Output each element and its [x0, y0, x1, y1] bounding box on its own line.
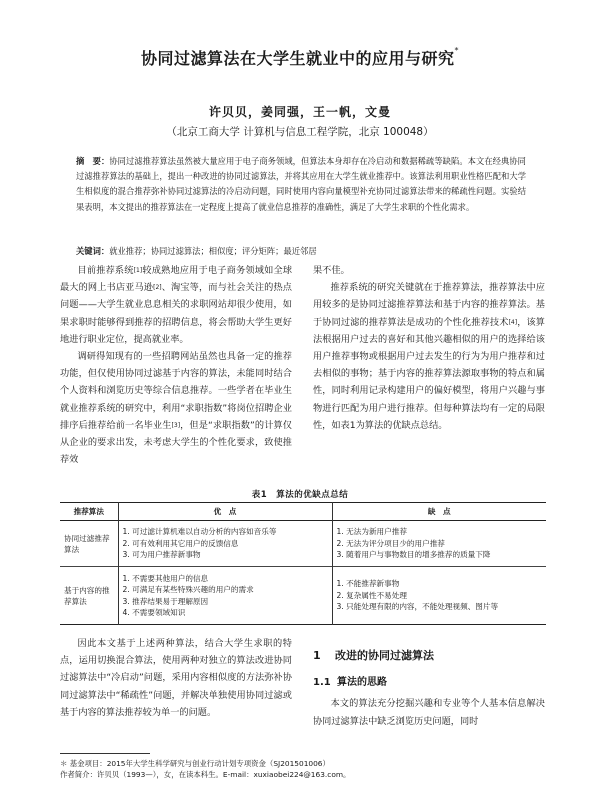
affiliation: （北京工商大学 计算机与信息工程学院，北京 100048） [166, 126, 434, 138]
table-cell-cons: 1. 不能推荐新事物 2. 复杂属性不易处理 3. 只能处理有限的内容，不能处理视频、图片等 [332, 567, 546, 625]
footnotes [60, 758, 550, 780]
table-header: 缺 点 [332, 503, 546, 521]
section-heading: 1 改进的协同过滤算法 [313, 649, 434, 662]
keywords [76, 245, 526, 257]
body-paragraph: 本文的算法充分挖掘兴趣和专业等个人基本信息解决协同过滤算法中缺乏浏览历史问题，同时 [313, 698, 545, 727]
algorithm-comparison-table [60, 502, 546, 625]
footnote-divider [60, 753, 150, 754]
intro-paragraph-1: 目前推荐系统[1]较成熟地应用于电子商务领域如全球最大的网上书店亚马逊[2]、淘宝等，而与社会关注的热点问题——大学生就业息息相关的求职网站却很少使用，如果求职时能够得到推荐的招聘信息，将会帮助大学生更好地进行职业定位，提高就业率。 [60, 265, 293, 345]
intro-paragraph-3: 推荐系统的研究关键就在于推荐算法，推荐算法中应用较多的是协同过滤推荐算法和基于内容的推荐算法。基于协同过滤的推荐算法是成功的个性化推荐技术[4]，该算法根据用户过去的喜好和其他兴趣相似的用户的选择给该用户推荐事物或根据用户过去发生的行为为用户推荐和过去相似的事物；基于内容的推荐算法源取事物的特点和属性，同时利用记录构建用户的偏好模型，将用户兴趣与事物进行匹配为用户进行推荐。但每种算法均有一定的局限性，如表1为算法的优缺点总结。 [313, 282, 545, 431]
keywords-label: 关键词： [76, 246, 110, 256]
table-row [60, 567, 546, 625]
table-header: 优 点 [118, 503, 332, 521]
body-column-right [313, 262, 545, 434]
abstract-text: 协同过滤推荐算法虽然被大量应用于电子商务领域，但算法本身却存在冷启动和数据稀疏等缺陷。本文在经典协同过滤推荐算法的基础上，提出一种改进的协同过滤算法，并将其应用在大学生就业推荐中。该算法利用职业性格匹配和大学生相似度的混合推荐弥补协同过滤算法的冷启动问题，同时使用内容向量模型补充协同过滤算法带来的稀疏性问题。实验结果表明，本文提出的推荐算法在一定程度上提高了就业信息推荐的准确性，满足了大学生求职的个性化需求。 [76, 156, 526, 212]
table-header: 推荐算法 [73, 507, 104, 516]
table-cell-cons: 1. 无法为新用户推荐 2. 无法为评分项目少的用户推荐 3. 随着用户与事物数目的增多推荐的质量下降 [332, 521, 546, 567]
table-cell-algorithm: 基于内容的推荐算法 [64, 585, 110, 606]
body-paragraph: 因此本文基于上述两种算法，结合大学生求职的特点，运用切换混合算法，使用两种对独立的算法改进协同过滤算法中“冷启动”问题，采用内容相似度的方法弥补协同过滤算法中“稀疏性”问题，并解决单独使用协同过滤或基于内容的算法推荐较为单一的问题。 [60, 638, 292, 718]
table-row [60, 521, 546, 567]
abstract [76, 154, 526, 215]
table-cell-pros: 1. 不需要其他用户的信息 2. 可满足有某些特殊兴趣的用户的需求 3. 推荐结果易于理解原因 4. 不需要领域知识 [118, 567, 332, 625]
keywords-text: 就业推荐；协同过滤算法；相似度；评分矩阵；最近邻居 [109, 246, 317, 256]
citation-ref[interactable]: [3] [171, 421, 181, 429]
footnote-author: 作者简介：许贝贝（1993—），女，在读本科生。E-mail：xuxiaobei224@163.com。 [60, 770, 351, 779]
paper-title: 协同过滤算法在大学生就业中的应用与研究* [140, 46, 459, 68]
table-cell-pros: 1. 可过滤计算机难以自动分析的内容如音乐等 2. 可有效利用其它用户的反馈信息 3. 可为用户推荐新事物 [118, 521, 332, 567]
citation-ref[interactable]: [1] [133, 267, 143, 274]
abstract-label: 摘 要： [76, 156, 110, 166]
table-caption: 表1 算法的优缺点总结 [251, 490, 349, 500]
table-cell-algorithm: 协同过滤推荐算法 [64, 533, 110, 554]
author-list: 许贝贝，姜同强，王一帆，文曼 [208, 105, 391, 119]
citation-ref[interactable]: [2] [153, 284, 162, 292]
citation-ref[interactable]: [4] [508, 318, 518, 326]
intro-paragraph-2-end: 果不佳。 [313, 265, 350, 276]
body-column-left-lower [60, 635, 292, 721]
body-column-right-lower [313, 635, 545, 730]
body-column-left [60, 262, 292, 468]
intro-paragraph-2: 调研得知现有的一些招聘网站虽然也具备一定的推荐功能，但仅使用协同过滤基于内容的算法，未能同时结合个人资料和浏览历史等综合信息推荐。一些学者在毕业生就业推荐系统的研究中，利用“求职指数”将岗位招聘企业排序后推荐给前一名毕业生[3]，但是“求职指数”的计算仅从企业的要求出发，未考虑大学生的个性化要求，致使推荐效 [60, 351, 292, 466]
title-footnote-mark: * [454, 46, 459, 55]
subsection-heading: 1.1 算法的思路 [313, 677, 387, 689]
footnote-funding: ＊ 基金项目：2015年大学生科学研究与创业行动计划专项资金（SJ201501006） [60, 759, 330, 768]
